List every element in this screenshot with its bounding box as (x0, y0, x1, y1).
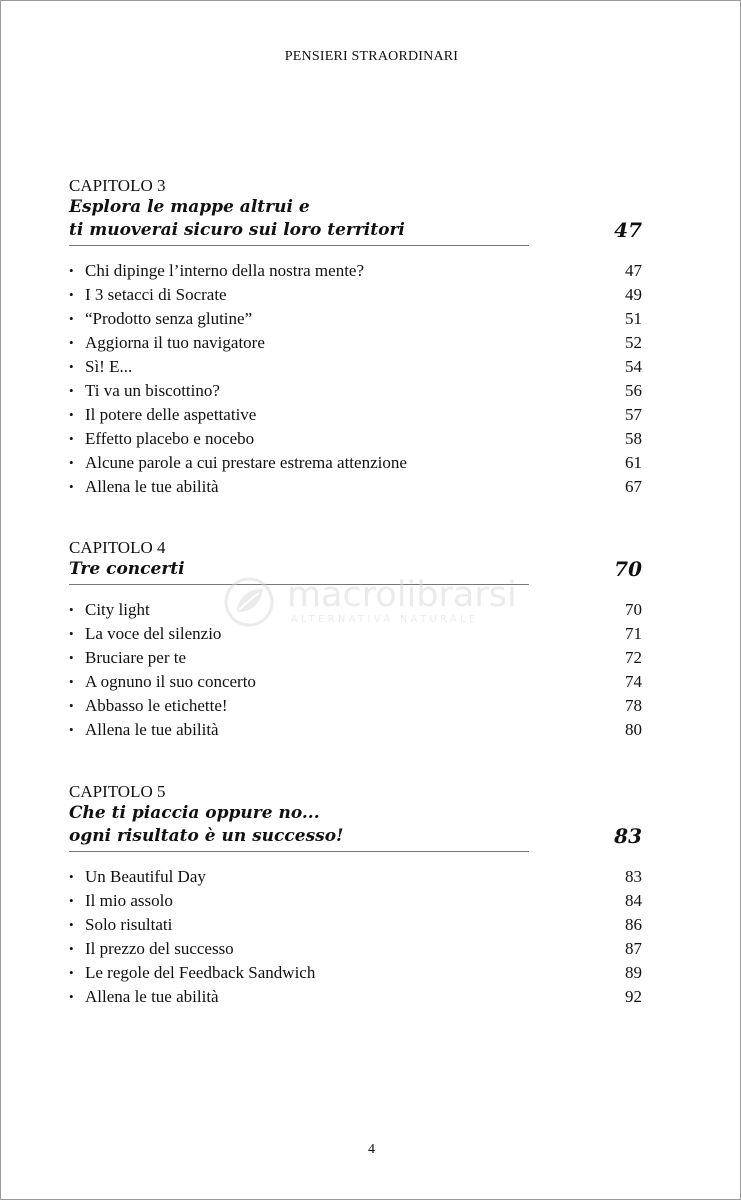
entry-page-number: 92 (625, 987, 642, 1006)
chapter-5 (69, 782, 642, 1009)
entry-title: Sì! E... (85, 357, 133, 376)
entry-page-number: 52 (625, 333, 642, 352)
bullet-icon: • (69, 407, 74, 422)
entry-page-number: 71 (625, 624, 642, 643)
entry-page-number: 57 (625, 405, 642, 424)
toc-entry[interactable] (69, 379, 642, 403)
chapter-divider (69, 245, 529, 246)
entry-title: Il potere delle aspettative (85, 405, 257, 424)
entry-title: Un Beautiful Day (85, 867, 206, 886)
entry-title: City light (85, 600, 150, 619)
chapter-title-line: Esplora le mappe altrui e (69, 197, 310, 217)
entry-page-number: 56 (625, 381, 642, 400)
toc-entry[interactable] (69, 403, 642, 427)
toc-entry[interactable] (69, 961, 642, 985)
entry-page-number: 54 (625, 357, 642, 376)
bullet-icon: • (69, 917, 74, 932)
bullet-icon: • (69, 602, 74, 617)
entry-title: Solo risultati (85, 915, 173, 934)
entry-page-number: 47 (625, 261, 642, 280)
entry-title: Effetto placebo e nocebo (85, 429, 255, 448)
bullet-icon: • (69, 893, 74, 908)
bullet-icon: • (69, 455, 74, 470)
watermark-brand: macrolibrarsi (287, 575, 517, 615)
page-number: 4 (368, 1142, 375, 1157)
entry-page-number: 70 (625, 600, 642, 619)
entry-page-number: 83 (625, 867, 642, 886)
entry-title: Chi dipinge l’interno della nostra mente? (85, 261, 365, 280)
toc-entry[interactable] (69, 283, 642, 307)
chapter-divider (69, 851, 529, 852)
bullet-icon: • (69, 335, 74, 350)
toc-entry[interactable] (69, 889, 642, 913)
toc-entry[interactable] (69, 331, 642, 355)
toc-entry[interactable] (69, 718, 642, 742)
entry-page-number: 84 (625, 891, 642, 910)
chapter-label: CAPITOLO 3 (69, 176, 166, 195)
bullet-icon: • (69, 263, 74, 278)
entry-title: A ognuno il suo concerto (85, 672, 256, 691)
entry-title: Alcune parole a cui prestare estrema attenzione (85, 453, 407, 472)
chapter-3 (69, 176, 642, 499)
running-title: PENSIERI STRAORDINARI (284, 49, 459, 64)
chapter-divider (69, 584, 529, 585)
toc-entry[interactable] (69, 646, 642, 670)
chapter-title-row (69, 196, 642, 242)
toc-entry[interactable] (69, 913, 642, 937)
chapter-title-row (69, 802, 642, 848)
bullet-icon: • (69, 698, 74, 713)
chapter-entries (69, 259, 642, 499)
entry-title: Bruciare per te (85, 648, 186, 667)
entry-page-number: 78 (625, 696, 642, 715)
entry-title: Ti va un biscottino? (85, 381, 220, 400)
bullet-icon: • (69, 431, 74, 446)
entry-page-number: 61 (625, 453, 642, 472)
entry-title: I 3 setacci di Socrate (85, 285, 227, 304)
bullet-icon: • (69, 359, 74, 374)
toc-entry[interactable] (69, 670, 642, 694)
entry-title: Allena le tue abilità (85, 720, 219, 739)
chapter-page-number: 83 (614, 824, 642, 848)
toc-entry[interactable] (69, 259, 642, 283)
entry-page-number: 67 (625, 477, 642, 496)
entry-page-number: 74 (625, 672, 642, 691)
entry-page-number: 49 (625, 285, 642, 304)
chapter-title (69, 802, 529, 848)
toc-entry[interactable] (69, 622, 642, 646)
entry-title: Allena le tue abilità (85, 987, 219, 1006)
chapter-entries (69, 598, 642, 742)
entry-page-number: 86 (625, 915, 642, 934)
entry-page-number: 58 (625, 429, 642, 448)
chapter-title-line: Tre concerti (69, 559, 185, 579)
bullet-icon: • (69, 941, 74, 956)
chapter-label: CAPITOLO 5 (69, 782, 166, 801)
watermark-tagline: ALTERNATIVA NATURALE (291, 614, 479, 625)
chapter-4 (69, 538, 642, 742)
toc-entry[interactable] (69, 307, 642, 331)
chapter-title-line: ogni risultato è un successo! (69, 826, 344, 846)
entry-title: La voce del silenzio (85, 624, 222, 643)
entry-title: Il mio assolo (85, 891, 173, 910)
bullet-icon: • (69, 626, 74, 641)
entry-title: Abbasso le etichette! (85, 696, 228, 715)
bullet-icon: • (69, 989, 74, 1004)
bullet-icon: • (69, 722, 74, 737)
chapter-page-number: 70 (614, 557, 642, 581)
toc-entry[interactable] (69, 937, 642, 961)
toc-entry[interactable] (69, 427, 642, 451)
bullet-icon: • (69, 383, 74, 398)
entry-title: Allena le tue abilità (85, 477, 219, 496)
toc-entry[interactable] (69, 694, 642, 718)
chapter-label: CAPITOLO 4 (69, 538, 166, 557)
entry-title: Il prezzo del successo (85, 939, 234, 958)
entry-title: Aggiorna il tuo navigatore (85, 333, 265, 352)
toc-entry[interactable] (69, 475, 642, 499)
entry-title: Le regole del Feedback Sandwich (85, 963, 316, 982)
bullet-icon: • (69, 674, 74, 689)
entry-page-number: 89 (625, 963, 642, 982)
chapter-page-number: 47 (614, 218, 642, 242)
entry-page-number: 72 (625, 648, 642, 667)
bullet-icon: • (69, 965, 74, 980)
toc-entry[interactable] (69, 451, 642, 475)
bullet-icon: • (69, 650, 74, 665)
bullet-icon: • (69, 479, 74, 494)
chapter-entries (69, 865, 642, 1009)
chapter-title-line: Che ti piaccia oppure no... (69, 803, 320, 823)
toc-entry[interactable] (69, 865, 642, 889)
entry-page-number: 80 (625, 720, 642, 739)
chapter-title-line: ti muoverai sicuro sui loro territori (69, 220, 405, 240)
toc-entry[interactable] (69, 355, 642, 379)
chapter-title (69, 196, 529, 242)
bullet-icon: • (69, 869, 74, 884)
chapter-title (69, 558, 529, 581)
entry-page-number: 87 (625, 939, 642, 958)
entry-page-number: 51 (625, 309, 642, 328)
bullet-icon: • (69, 287, 74, 302)
bullet-icon: • (69, 311, 74, 326)
toc-entry[interactable] (69, 985, 642, 1009)
toc-entry[interactable] (69, 598, 642, 622)
chapter-title-row (69, 558, 642, 581)
entry-title: “Prodotto senza glutine” (85, 309, 253, 328)
